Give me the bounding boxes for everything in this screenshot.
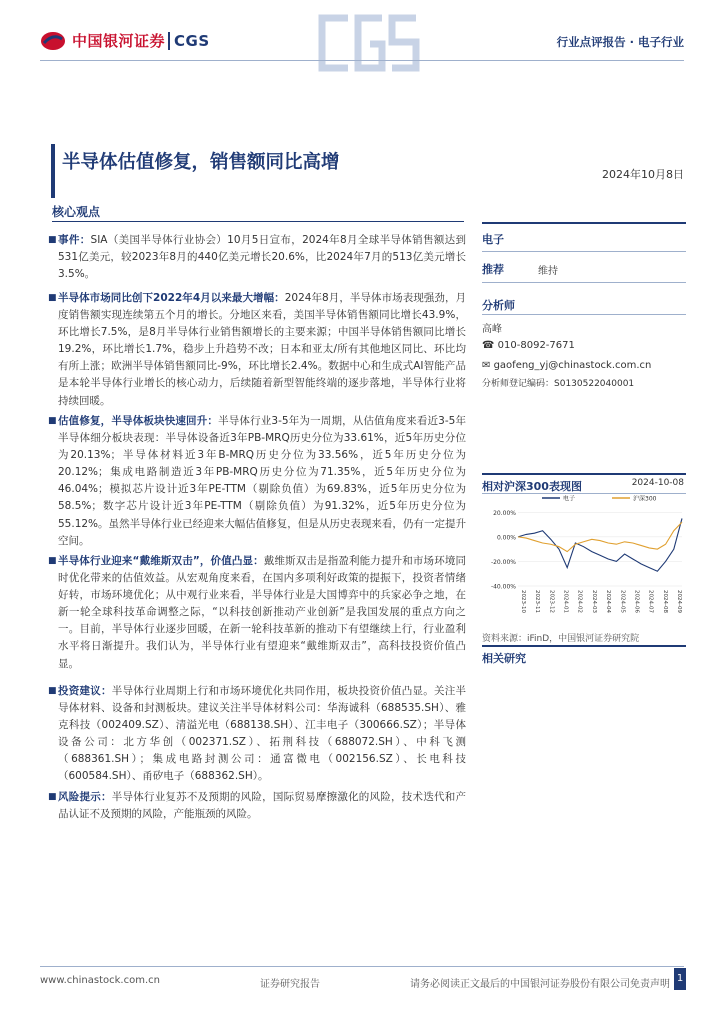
y-tick-label: 20.00% [493,509,516,517]
x-tick-label: 2024-05 [619,590,626,613]
bullet-icon: ■ [48,235,57,245]
email-icon: ✉ [482,360,491,371]
analyst-phone-row [482,340,575,351]
chart-title: 相对沪深300表现图 [482,480,582,493]
chart-date: 2024-10-08 [631,478,684,488]
bullet-icon: ■ [48,792,57,802]
report-date: 2024年10月8日 [602,168,684,181]
relative-performance-chart [482,494,686,628]
analyst-cert: 分析师登记编码：S0130522040001 [482,379,635,389]
analyst-name: 高峰 [482,324,502,335]
paragraph-investment: ■ 投资建议：半导体行业周期上行和市场环境优化共同作用，板块投资价值凸显。关注半导体材料、设备和封测板块。建议关注半导体材料公司：华海诚科（688535.SH）、雅克科技（002409.SZ）、清溢光电（688138.SH）、江丰电子（300666.SZ）；半导体设备公司：北方华创（002371.SZ）、拓荆科技（688072.SH）、中科飞测（688361.SH）；集成电路封测公司：通富微电（002156.SZ）、长电科技（600584.SH）、甬矽电子（688362.SH）。 [48,685,467,783]
sidebar-divider [482,314,686,315]
core-view-heading: 核心观点 [52,205,101,219]
x-tick-label: 2024-08 [661,590,668,613]
x-tick-label: 2024-07 [647,590,654,613]
x-tick-label: 2024-04 [605,590,612,613]
bullet-icon: ■ [48,686,57,696]
sidebar-top-rule [482,222,686,224]
paragraph-valuation: ■ 估值修复，半导体板块快速回升：半导体行业3-5年为一周期，从估值角度来看近3-5年半导体细分板块表现：半导体设备近3年PB-MRQ历史分位为33.61%，近5年历史分位为20.13%；半导体材料近3年B-MRQ历史分位为33.56%，近5年历史分位为20.12%；集成电路制造近3年PB-MRQ历史分位为71.35%，近5年历史分位为46.04%；模拟芯片设计近3年PE-TTM（剔除负值）为69.83%，近5年历史分位为58.5%；数字芯片设计近3年PE-TTM（剔除负值）为91.32%，近5年历史分位为55.12%。虽然半导体行业已经迎来大幅估值修复，但是从历史表现来看，仍有一定提升空间。 [48,415,466,547]
related-research-label: 相关研究 [482,652,526,665]
x-tick-label: 2023-11 [534,590,541,613]
x-tick-label: 2023-12 [548,590,555,613]
bullet-icon: ■ [48,416,57,426]
x-tick-label: 2024-03 [590,590,597,613]
sidebar-divider [482,251,686,252]
analyst-email-row [482,360,651,371]
analyst-label: 分析师 [482,299,515,312]
y-tick-label: -20.00% [490,558,516,566]
chart-top-rule [482,473,686,475]
brand-en: CGS [168,32,210,50]
sidebar-divider [482,282,686,283]
legend-label: 沪深300 [633,495,657,503]
related-top-rule [482,645,686,647]
footer-report-label: 证券研究报告 [260,979,320,990]
company-logo-icon [40,30,66,52]
footer-disclaimer: 请务必阅读正文最后的中国银河证券股份有限公司免责声明 [410,979,670,990]
phone-icon: ☎ [482,340,495,351]
series-line-electronics [518,518,682,571]
x-tick-label: 2024-02 [576,590,583,613]
paragraph-event: ■ 事件：SIA（美国半导体行业协会）10月5日宣布，2024年8月全球半导体销售额达到531亿美元，较2023年8月的440亿美元增长20.6%，比2024年7月的513亿美元增长3.5%。 [48,234,467,281]
industry-label: 电子 [482,233,504,246]
x-tick-label: 2024-09 [676,590,682,613]
x-tick-label: 2024-06 [633,590,640,613]
y-tick-label: -40.00% [490,583,516,591]
report-type: 行业点评报告 · 电子行业 [556,35,684,49]
page-number: 1 [674,968,686,990]
analyst-phone: 010-8092-7671 [497,340,575,351]
footer-divider [40,966,684,967]
header-divider [40,60,684,61]
footer-url[interactable]: www.chinastock.com.cn [40,975,160,986]
x-tick-label: 2024-01 [562,590,569,613]
chart-source: 资料来源：iFinD，中国银河证券研究院 [482,634,640,644]
brand-cn: 中国银河证券 [72,32,166,50]
paragraph-market: ■ 半导体市场同比创下2022年4月以来最大增幅：2024年8月，半导体市场表现强劲，月度销售额实现连续第五个月的增长。分地区来看，美国半导体销售额同比增长43.9%，环比增长7.5%，是8月半导体行业销售额增长的主要来源；中国半导体销售额同比增长19.2%，环比增长1.7%，稳步上升趋势不改；日本和亚太/所有其他地区同比、环比均有所上涨；欧洲半导体销售额同比-9%，环比增长2.4%。数据中心和生成式AI智能产品是本轮半导体行业增长的核心动力，后续随着新型智能终端的逐步落地，半导体行业将持续回暖。 [48,292,467,407]
rating-label: 推荐 [482,263,504,276]
core-view-divider [52,221,464,222]
y-tick-label: 0.00% [496,534,516,542]
bullet-icon: ■ [48,556,57,566]
paragraph-davis: ■ 半导体行业迎来“戴维斯双击”，价值凸显：戴维斯双击是指盈利能力提升和市场环境同时优化带来的估值效益。从宏观角度来看，在国内多项利好政策的提振下，投资者情绪好转，市场环境优化；从中观行业来看，半导体行业是大国博弈中的兵家必争之地，在新一轮全球科技革命调整之际，“以科技创新推动产业创新”是我国发展的重点方向之一。目前，半导体行业逐步回暖，在新一轮科技革新的推动下有望继续上行，行业盈利水平将日渐提升。我们认为，半导体行业有望迎来“戴维斯双击”，高科技投资价值凸显。 [48,555,466,670]
rating-value: 维持 [538,266,558,277]
title-accent-bar [51,144,55,198]
analyst-email[interactable]: gaofeng_yj@chinastock.com.cn [493,360,652,371]
legend-label: 电子 [563,495,576,503]
x-tick-label: 2023-10 [520,590,526,613]
report-title: 半导体估值修复，销售额同比高增 [62,152,340,173]
bullet-icon: ■ [48,293,57,303]
cgs-watermark-icon [312,10,422,76]
paragraph-risk: ■ 风险提示：半导体行业复苏不及预期的风险，国际贸易摩擦激化的风险，技术迭代和产品认证不及预期的风险，产能瓶颈的风险。 [48,791,467,821]
brand-logo-text [72,30,210,51]
